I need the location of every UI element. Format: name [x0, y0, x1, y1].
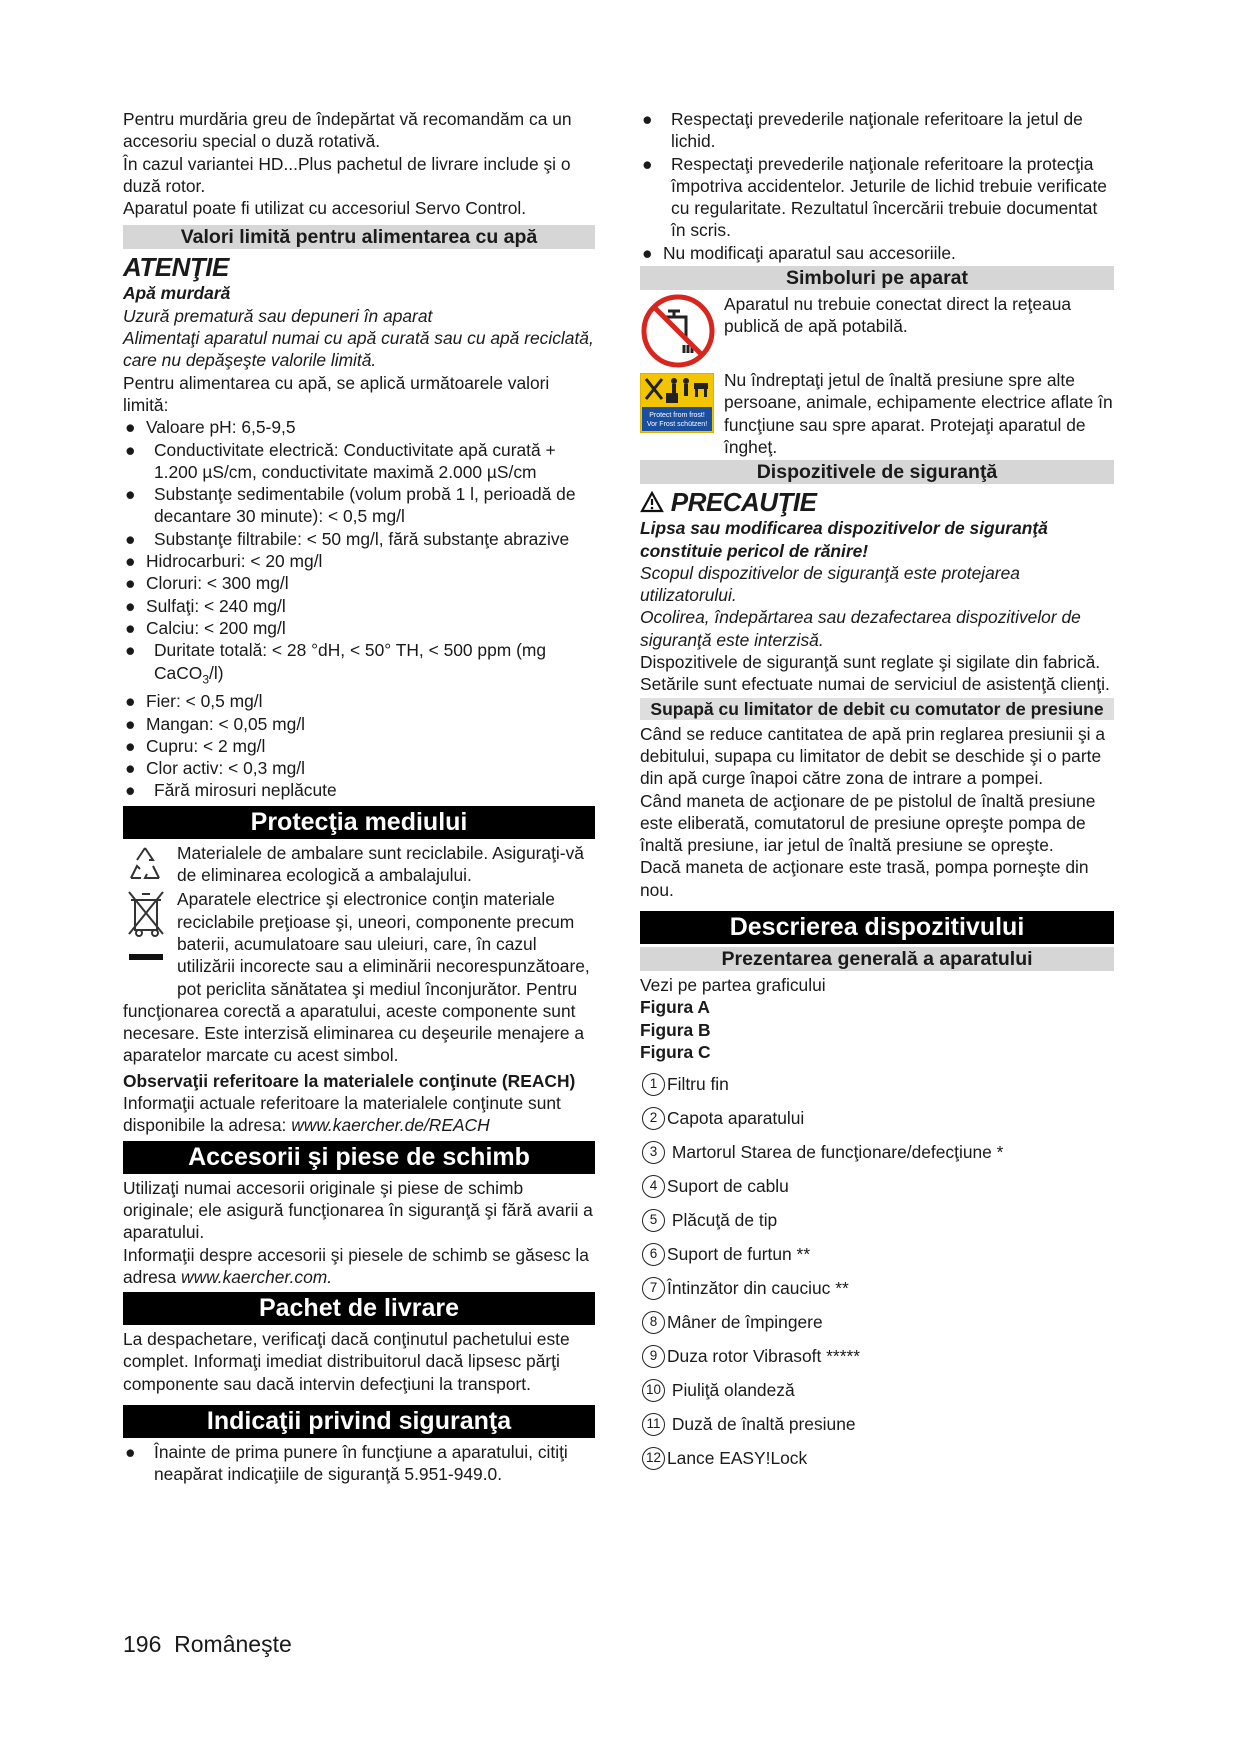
list-item: 10 Piuliţă olandeză [640, 1373, 1114, 1407]
list-item: 1 Filtru fin [640, 1067, 1114, 1101]
limits-list [123, 416, 595, 802]
list-item: ● Fier: < 0,5 mg/l [125, 691, 263, 712]
section-heading-safety: Indicaţii privind siguranţa [123, 1405, 595, 1438]
intro-paragraph: În cazul variantei HD...Plus pachetul de livrare include şi o duză rotor. [123, 153, 571, 196]
intro-paragraph: Aparatul poate fi utilizat cu accesoriul Servo Control. [123, 198, 527, 219]
list-item: ● Hidrocarburi: < 20 mg/l [125, 551, 323, 572]
list-item: ● Înainte de prima punere în funcţiune a aparatului, citiţi neapărat indicaţiile de siguranţă 5.951-949.0. [125, 1442, 568, 1485]
caution-text: Ocolirea, îndepărtarea sau dezafectarea dispozitivelor de siguranţă este interzisă. [640, 607, 1081, 650]
list-item: 6 Suport de furtun ** [640, 1237, 1114, 1271]
section-heading-environment: Protecţia mediului [123, 806, 595, 839]
reach-link[interactable]: www.kaercher.de/REACH [291, 1115, 490, 1136]
figure-ref: Figura C [640, 1041, 711, 1062]
crossed-bin-icon [123, 888, 177, 978]
section-heading-accessories: Accesorii şi piese de schimb [123, 1141, 595, 1174]
section-heading-valve: Supapă cu limitator de debit cu comutator de presiune [640, 698, 1114, 720]
list-item: 9 Duza rotor Vibrasoft ***** [640, 1339, 1114, 1373]
reach-title: Observaţii referitoare la materialele conţinute (REACH) [123, 1070, 576, 1091]
list-item: ● Respectaţi prevederile naţionale referitoare la jetul de lichid. [642, 109, 1083, 152]
kaercher-link[interactable]: www.kaercher.com. [181, 1266, 333, 1287]
rules-list [640, 108, 1114, 264]
section-heading-overview: Prezentarea generală a aparatului [640, 947, 1114, 971]
attention-subtitle: Apă murdară [123, 283, 231, 304]
warning-triangle-icon [640, 487, 671, 517]
list-item: ● Substanţe filtrabile: < 50 mg/l, fără substanţe abrazive [125, 528, 570, 549]
attention-title: ATENŢIE [123, 252, 229, 283]
section-heading-symbols: Simboluri pe aparat [640, 266, 1114, 290]
attention-text: Uzură prematură sau depuneri în aparat [123, 305, 433, 326]
intro-paragraph: Pentru murdăria greu de îndepărtat vă recomandăm ca un accesoriu special o duză rotativă. [123, 109, 572, 152]
list-item: 11 Duză de înaltă presiune [640, 1407, 1114, 1441]
recycle-icon [123, 844, 167, 889]
section-heading-delivery: Pachet de livrare [123, 1292, 595, 1325]
left-column [123, 108, 595, 1486]
list-item: ● Nu modificaţi aparatul sau accesoriile. [642, 242, 956, 263]
list-item: 12 Lance EASY!Lock [640, 1441, 1114, 1475]
list-item: 7 Întinzător din cauciuc ** [640, 1271, 1114, 1305]
no-drinking-water-icon [640, 293, 716, 374]
caution-title: PRECAUŢIE [640, 487, 1114, 517]
valve-text: Când maneta de acţionare de pe pistolul de înaltă presiune este eliberată, comutatorul de presiune opreşte pompa de înaltă presiune, iar jetul de înaltă presiune se opreşte. [640, 790, 1096, 856]
list-item: ● Clor activ: < 0,3 mg/l [125, 758, 305, 779]
weee-text: Aparatele electrice şi electronice conţin materiale reciclabile preţioase şi, uneori, componente precum baterii, acumulatoare sau uleiuri, care, în cazul utilizării incorecte sau a eliminării necorespunzătoare, pot periclita sănătatea şi mediul înconjurător. Pentru funcţionarea corectă a aparatului, aceste componente sunt necesare. Este interzisă eliminarea cu deşeurile menajere a aparatelor marcate cu acest simbol. [123, 889, 590, 1066]
footer-language: Româneşte [174, 1631, 292, 1657]
list-item: 2 Capota aparatului [640, 1101, 1114, 1135]
figure-ref: Figura A [640, 997, 710, 1018]
list-item: ● Cloruri: < 300 mg/l [125, 573, 289, 594]
overview-text: Vezi pe partea graficului [640, 975, 826, 996]
list-item: ● Respectaţi prevederile naţionale referitoare la protecţia împotriva accidentelor. Jeturile de lichid trebuie verificate cu regularitate. Rezultatul încercării trebuie documentat în scris. [642, 153, 1107, 241]
figure-ref: Figura B [640, 1019, 711, 1040]
list-item: ● Sulfaţi: < 240 mg/l [125, 595, 286, 616]
symbol-text: Nu îndreptaţi jetul de înaltă presiune spre alte persoane, animale, echipamente electrice aflate în funcţiune sau spre aparat. Protejaţi aparatul de îngheţ. [724, 370, 1113, 457]
caution-text: Scopul dispozitivelor de siguranţă este protejarea utilizatorului. [640, 562, 1020, 606]
page-footer [123, 1631, 292, 1658]
list-item: 3 Martorul Starea de funcţionare/defecţiune * [640, 1135, 1114, 1169]
valve-text: Când se reduce cantitatea de apă prin reglarea presiunii şi a debitului, supapa cu limitator de debit se deschide şi o parte din apă curge înapoi către zona de intrare a pompei. [640, 723, 1106, 789]
list-item: 4 Suport de cablu [640, 1169, 1114, 1203]
section-heading-description: Descrierea dispozitivului [640, 911, 1114, 944]
parts-list [640, 1067, 1114, 1475]
list-item: ● Calciu: < 200 mg/l [125, 617, 286, 638]
list-item: 5 Plăcuţă de tip [640, 1203, 1114, 1237]
list-item: ● Valoare pH: 6,5-9,5 [125, 417, 296, 438]
no-jet-warning-icon [640, 373, 714, 438]
valve-text: Dacă maneta de acţionare este trasă, pompa porneşte din nou. [640, 857, 1089, 900]
list-item: ● Mangan: < 0,05 mg/l [125, 713, 306, 734]
symbol-no-drinking-water [640, 293, 1114, 363]
weee-notice [123, 888, 595, 1066]
list-item: ● Conductivitate electrică: Conductivitate apă curată + 1.200 µS/cm, conductivitate maximă 2.000 µS/cm [125, 439, 556, 482]
symbol-no-jet [640, 369, 1114, 458]
safety-list [123, 1441, 595, 1486]
section-heading-water-limits: Valori limită pentru alimentarea cu apă [123, 225, 595, 249]
right-column [640, 108, 1114, 1475]
caution-plain: Dispozitivele de siguranţă sunt reglate şi sigilate din fabrică. Setările sunt efectuate numai de serviciul de asistenţă clienţi. [640, 652, 1110, 695]
list-item: ● Duritate totală: < 28 °dH, < 50° TH, < 500 ppm (mg CaCO$_3$/l) [125, 640, 547, 686]
reach-text: Informaţii actuale referitoare la materialele conţinute sunt disponibile la adresa: www.kaercher.de/REACH [123, 1093, 561, 1136]
accessories-text: Utilizaţi numai accesorii originale şi piese de schimb originale; ele asigură funcţionarea în siguranţă şi fără avarii a aparatului. [123, 1177, 593, 1243]
list-item: ● Cupru: < 2 mg/l [125, 735, 266, 756]
recycle-text: Materialele de ambalare sunt reciclabile. Asiguraţi-vă de eliminarea ecologică a ambalajului. [177, 842, 584, 886]
page-number: 196 [123, 1631, 162, 1657]
symbol-text: Aparatul nu trebuie conectat direct la reţeaua publică de apă potabilă. [724, 294, 1072, 337]
water-intro: Pentru alimentarea cu apă, se aplică următoarele valori limită: [123, 372, 550, 415]
attention-text: Alimentaţi aparatul numai cu apă curată sau cu apă reciclată, care nu depăşeşte valorile limită. [123, 328, 594, 371]
delivery-text: La despachetare, verificaţi dacă conţinutul pachetului este complet. Informaţi imediat distribuitorul dacă lipsesc părţi componente sau dacă intervin defecţiuni la transport. [123, 1329, 570, 1394]
recycle-notice [123, 842, 595, 887]
caution-bold: Lipsa sau modificarea dispozitivelor de siguranţă constituie pericol de rănire! [640, 518, 1048, 561]
sym2-label1: Protect from frost! [649, 412, 705, 420]
list-item: ● Fără mirosuri neplăcute [125, 780, 337, 801]
accessories-text: Informaţii despre accesorii şi piesele de schimb se găsesc la adresa www.kaercher.com. [123, 1244, 589, 1287]
list-item: ● Substanţe sedimentabile (volum probă 1 l, perioadă de decantare 30 minute): < 0,5 mg/l [125, 484, 576, 527]
section-heading-safety-devices: Dispozitivele de siguranţă [640, 460, 1114, 484]
sym2-label2: Vor Frost schützen! [646, 421, 708, 429]
list-item: 8 Mâner de împingere [640, 1305, 1114, 1339]
